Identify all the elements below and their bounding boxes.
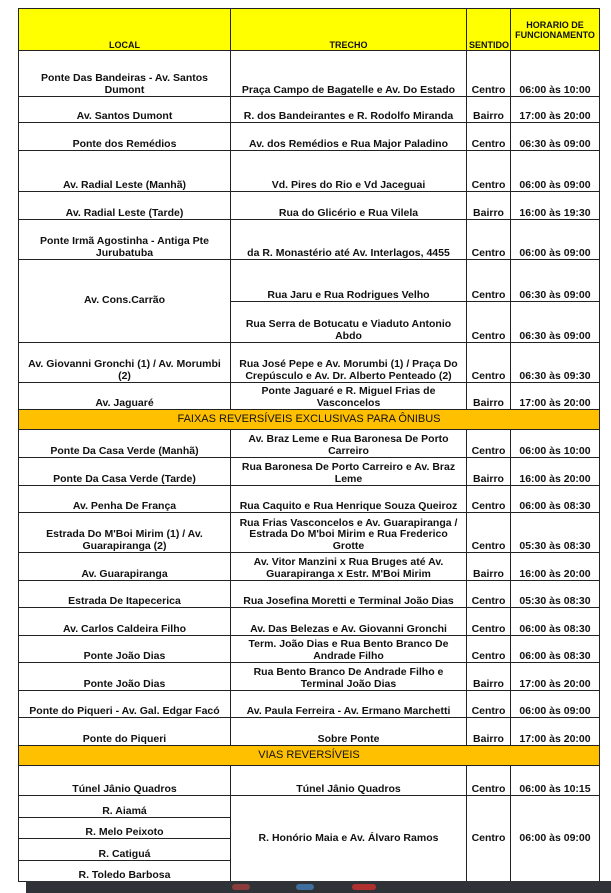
section-title-bus-lanes: FAIXAS REVERSÍVEIS EXCLUSIVAS PARA ÔNIBUS: [19, 410, 600, 430]
cell-local: Ponte João Dias: [19, 636, 231, 663]
cell-local: R. Catiguá: [19, 839, 231, 861]
header-row: [19, 9, 600, 51]
cell-local: Túnel Jânio Quadros: [19, 766, 231, 796]
toolbar-app-icon[interactable]: [352, 884, 376, 890]
cell-local: Ponte João Dias: [19, 663, 231, 691]
cell-horario: 16:00 às 20:00: [511, 553, 600, 581]
header-trecho: TRECHO: [231, 9, 467, 51]
cell-horario: 17:00 às 20:00: [511, 663, 600, 691]
toolbar-app-icon[interactable]: [296, 884, 314, 890]
cell-horario: 16:00 às 20:00: [511, 458, 600, 486]
table-row: [19, 260, 600, 302]
cell-local: Av. Guarapiranga: [19, 553, 231, 581]
table-row: [19, 383, 600, 410]
section-row: [19, 410, 600, 430]
table-row: [19, 220, 600, 260]
table-row: [19, 796, 600, 818]
cell-local: Av. Penha De França: [19, 486, 231, 513]
cell-trecho: Rua Frias Vasconcelos e Av. Guarapiranga / Estrada Do M'boi Mirim e Rua Frederico Grotte: [231, 513, 467, 553]
table-row: [19, 553, 600, 581]
cell-horario: 06:00 às 09:00: [511, 796, 600, 882]
cell-sentido: Bairro: [467, 97, 511, 123]
cell-local: Av. Giovanni Gronchi (1) / Av. Morumbi (2): [19, 343, 231, 383]
cell-horario: 05:30 às 08:30: [511, 581, 600, 608]
table-row: [19, 718, 600, 746]
cell-local: Ponte do Piqueri - Av. Gal. Edgar Facó: [19, 691, 231, 718]
table-row: [19, 97, 600, 123]
cell-horario: 06:00 às 08:30: [511, 608, 600, 636]
cell-sentido: Centro: [467, 486, 511, 513]
cell-local: Av. Radial Leste (Manhã): [19, 151, 231, 192]
cell-local: Av. Jaguaré: [19, 383, 231, 410]
cell-local: Ponte Irmã Agostinha - Antiga Pte Jurubatuba: [19, 220, 231, 260]
cell-local: Ponte Da Casa Verde (Tarde): [19, 458, 231, 486]
cell-local: Ponte Das Bandeiras - Av. Santos Dumont: [19, 51, 231, 97]
cell-local: R. Melo Peixoto: [19, 818, 231, 839]
cell-trecho: Av. Vitor Manzini x Rua Bruges até Av. Guarapiranga x Estr. M'Boi Mirim: [231, 553, 467, 581]
section-title-reversible-roads: VIAS REVERSÍVEIS: [19, 746, 600, 766]
cell-local: Av. Radial Leste (Tarde): [19, 192, 231, 220]
cell-trecho: Rua Caquito e Rua Henrique Souza Queiroz: [231, 486, 467, 513]
cell-sentido: Centro: [467, 151, 511, 192]
table-row: [19, 513, 600, 553]
cell-sentido: Centro: [467, 302, 511, 343]
cell-sentido: Centro: [467, 343, 511, 383]
cell-local: Ponte dos Remédios: [19, 123, 231, 151]
cell-local: Av. Santos Dumont: [19, 97, 231, 123]
cell-horario: 06:00 às 10:15: [511, 766, 600, 796]
cell-horario: 06:00 às 09:00: [511, 220, 600, 260]
cell-sentido: Centro: [467, 123, 511, 151]
cell-horario: 06:00 às 10:00: [511, 430, 600, 458]
cell-horario: 06:30 às 09:30: [511, 343, 600, 383]
table-row: [19, 458, 600, 486]
cell-trecho: Av. Braz Leme e Rua Baronesa De Porto Carreiro: [231, 430, 467, 458]
cell-trecho: Rua Bento Branco De Andrade Filho e Terminal João Dias: [231, 663, 467, 691]
reversible-lanes-table: [18, 8, 600, 882]
cell-local: R. Toledo Barbosa: [19, 861, 231, 882]
cell-horario: 06:00 às 08:30: [511, 486, 600, 513]
cell-trecho: Av. Das Belezas e Av. Giovanni Gronchi: [231, 608, 467, 636]
cell-trecho: R. Honório Maia e Av. Álvaro Ramos: [231, 796, 467, 882]
cell-sentido: Centro: [467, 691, 511, 718]
cell-local: Ponte Da Casa Verde (Manhã): [19, 430, 231, 458]
table-row: [19, 151, 600, 192]
cell-horario: 06:00 às 09:00: [511, 691, 600, 718]
table-row: [19, 766, 600, 796]
cell-sentido: Bairro: [467, 553, 511, 581]
cell-trecho: R. dos Bandeirantes e R. Rodolfo Miranda: [231, 97, 467, 123]
cell-trecho: Rua Serra de Botucatu e Viaduto Antonio Abdo: [231, 302, 467, 343]
table-row: [19, 123, 600, 151]
cell-sentido: Centro: [467, 636, 511, 663]
toolbar-app-icon[interactable]: [232, 884, 250, 890]
cell-trecho: Av. Paula Ferreira - Av. Ermano Marchetti: [231, 691, 467, 718]
table-row: [19, 192, 600, 220]
cell-sentido: Centro: [467, 260, 511, 302]
cell-horario: 05:30 às 08:30: [511, 513, 600, 553]
cell-horario: 17:00 às 20:00: [511, 97, 600, 123]
table-row: [19, 486, 600, 513]
cell-horario: 17:00 às 20:00: [511, 383, 600, 410]
table-row: [19, 691, 600, 718]
cell-local: Estrada De Itapecerica: [19, 581, 231, 608]
table-row: [19, 608, 600, 636]
cell-sentido: Centro: [467, 220, 511, 260]
bottom-toolbar: [26, 881, 611, 893]
table-row: [19, 663, 600, 691]
cell-local: Av. Cons.Carrão: [19, 260, 231, 343]
cell-horario: 06:00 às 09:00: [511, 151, 600, 192]
header-horario: HORARIO DE FUNCIONAMENTO: [511, 9, 600, 51]
cell-local: Estrada Do M'Boi Mirim (1) / Av. Guarapiranga (2): [19, 513, 231, 553]
cell-trecho: Rua do Glicério e Rua Vilela: [231, 192, 467, 220]
cell-horario: 17:00 às 20:00: [511, 718, 600, 746]
table-row: [19, 636, 600, 663]
cell-sentido: Bairro: [467, 663, 511, 691]
cell-trecho: Av. dos Remédios e Rua Major Paladino: [231, 123, 467, 151]
table-row: [19, 51, 600, 97]
cell-sentido: Centro: [467, 796, 511, 882]
table-row: [19, 581, 600, 608]
cell-trecho: Term. João Dias e Rua Bento Branco De Andrade Filho: [231, 636, 467, 663]
cell-sentido: Bairro: [467, 458, 511, 486]
cell-trecho: Rua José Pepe e Av. Morumbi (1) / Praça Do Crepúsculo e Av. Dr. Alberto Penteado (2): [231, 343, 467, 383]
cell-horario: 06:30 às 09:00: [511, 302, 600, 343]
cell-local: Av. Carlos Caldeira Filho: [19, 608, 231, 636]
cell-sentido: Centro: [467, 766, 511, 796]
cell-local: R. Aiamá: [19, 796, 231, 818]
table-row: [19, 343, 600, 383]
cell-sentido: Bairro: [467, 718, 511, 746]
cell-sentido: Centro: [467, 513, 511, 553]
cell-sentido: Centro: [467, 581, 511, 608]
cell-trecho: da R. Monastério até Av. Interlagos, 4455: [231, 220, 467, 260]
cell-trecho: Ponte Jaguaré e R. Miguel Frias de Vasconcelos: [231, 383, 467, 410]
header-sentido: SENTIDO: [467, 9, 511, 51]
table-row: [19, 430, 600, 458]
cell-horario: 06:30 às 09:00: [511, 123, 600, 151]
cell-sentido: Centro: [467, 608, 511, 636]
cell-trecho: Rua Baronesa De Porto Carreiro e Av. Braz Leme: [231, 458, 467, 486]
cell-horario: 06:00 às 10:00: [511, 51, 600, 97]
cell-sentido: Bairro: [467, 192, 511, 220]
cell-local: Ponte do Piqueri: [19, 718, 231, 746]
cell-sentido: Centro: [467, 51, 511, 97]
cell-trecho: Rua Josefina Moretti e Terminal João Dias: [231, 581, 467, 608]
cell-trecho: Vd. Pires do Rio e Vd Jaceguai: [231, 151, 467, 192]
cell-horario: 06:00 às 08:30: [511, 636, 600, 663]
cell-sentido: Centro: [467, 430, 511, 458]
cell-trecho: Túnel Jânio Quadros: [231, 766, 467, 796]
section-row: [19, 746, 600, 766]
cell-horario: 16:00 às 19:30: [511, 192, 600, 220]
cell-trecho: Rua Jaru e Rua Rodrigues Velho: [231, 260, 467, 302]
header-local: LOCAL: [19, 9, 231, 51]
cell-trecho: Praça Campo de Bagatelle e Av. Do Estado: [231, 51, 467, 97]
cell-trecho: Sobre Ponte: [231, 718, 467, 746]
cell-horario: 06:30 às 09:00: [511, 260, 600, 302]
cell-sentido: Bairro: [467, 383, 511, 410]
